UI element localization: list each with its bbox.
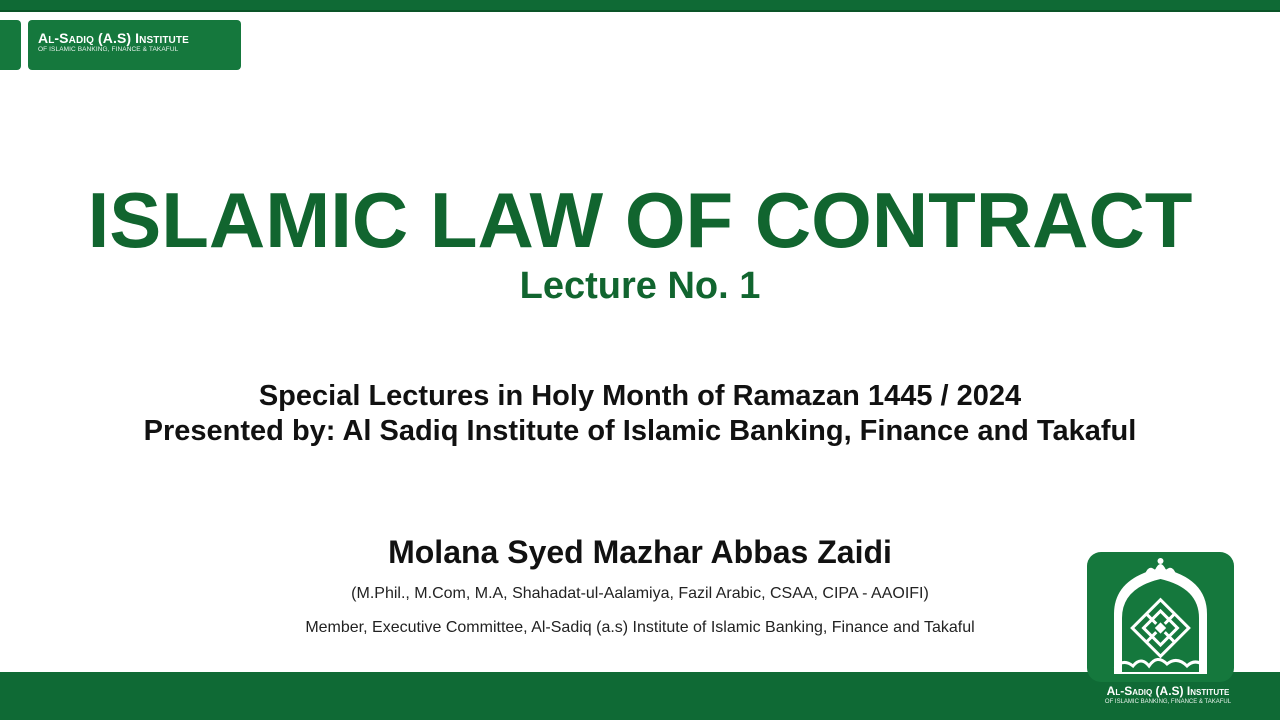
presenter-name: Molana Syed Mazhar Abbas Zaidi	[388, 534, 892, 570]
presenter-organization: Presented by: Al Sadiq Institute of Islamic Banking, Finance and Takaful	[143, 415, 1137, 447]
lecture-number: Lecture No. 1	[519, 265, 761, 307]
presenter-qualifications: (M.Phil., M.Com, M.A, Shahadat-ul-Aalamiya, Fazil Arabic, CSAA, CIPA - AAOIFI)	[351, 585, 929, 602]
footer-logo-caption	[1068, 684, 1268, 706]
mosque-arch-emblem-icon	[1087, 552, 1234, 682]
footer-logo-subtitle	[1068, 698, 1268, 706]
presenter-role: Member, Executive Committee, Al-Sadiq (a.s) Institute of Islamic Banking, Finance and Takaful	[305, 619, 975, 636]
slide-title: ISLAMIC LAW OF CONTRACT	[87, 176, 1193, 264]
header-logo-title	[38, 30, 241, 46]
event-description: Special Lectures in Holy Month of Ramazan 1445 / 2024	[258, 380, 1022, 412]
header-logo-subtitle-text: OF ISLAMIC BANKING, FINANCE & TAKAFUL	[38, 46, 179, 53]
footer-logo-title	[1068, 684, 1268, 698]
header-logo-title-text: Al-Sadiq (A.S) Institute	[38, 30, 189, 46]
header-logo-badge	[28, 20, 241, 70]
footer-logo-title-text: Al-Sadiq (A.S) Institute	[1106, 684, 1230, 698]
top-accent-bar-shade	[0, 10, 1280, 12]
footer-logo-subtitle-text: OF ISLAMIC BANKING, FINANCE & TAKAFUL	[1104, 699, 1232, 705]
left-accent-tab	[0, 20, 21, 70]
header-logo-subtitle	[38, 46, 241, 54]
